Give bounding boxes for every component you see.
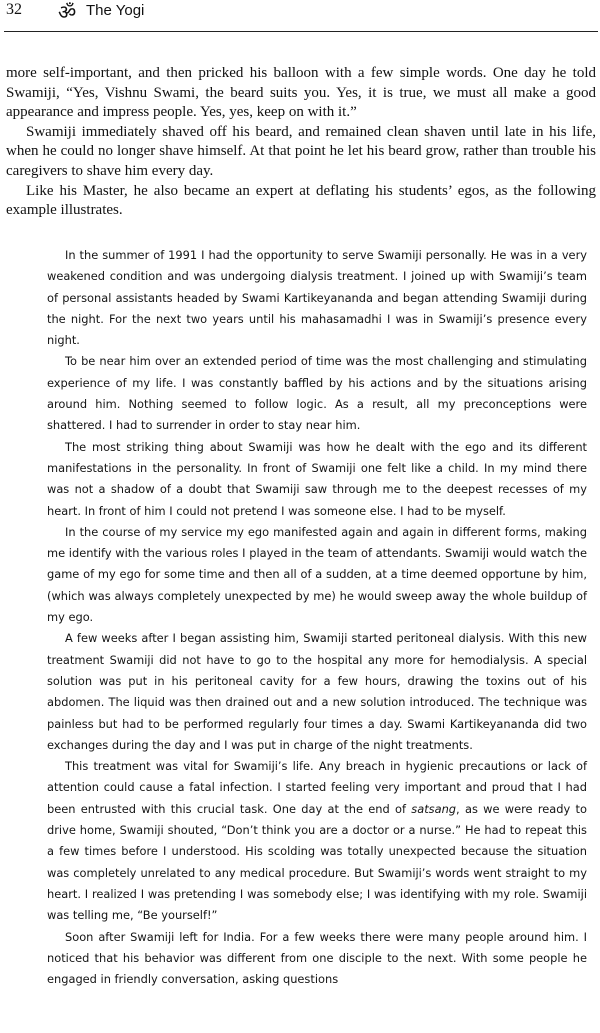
quote-paragraph: A few weeks after I began assisting him, Swamiji started peritoneal dialysis. With this new treatment Swamiji did not have to go to the hospital any more for hemodialysis. A special solution was put in his peritoneal cavity for a few hours, drawing the toxins out of his abdomen. The liquid was then drained out and a new solution introduced. The technique was painless but had to be performed regularly four times a day. Swami Kartikeyananda did two exchanges during the day and I was put in charge of the night treatments. [47, 631, 587, 752]
page-number: 32 [6, 1, 22, 18]
running-header [0, 0, 600, 34]
quote-paragraph: In the course of my service my ego manifested again and again in different forms, making me identify with the various roles I played in the team of attendants. Swamiji would watch the game of my ego for some time and then all of a sudden, at a time deemed opportune by him, (which was always completely unexpected by me) he would sweep away the whole buildup of my ego. [47, 524, 587, 625]
satsang-term: satsang [411, 801, 457, 816]
om-icon: ॐ [58, 0, 77, 24]
quote-paragraph: Soon after Swamiji left for India. For a few weeks there were many people around him. I noticed that his behavior was different from one disciple to the next. With some people he engaged in friendly conversation, asking questions [47, 929, 587, 987]
quote-text: This treatment was vital for Swamiji’s life. Any breach in hygienic precautions or lack of attention could cause a fatal infection. I started feeling very important and proud that I had been entrusted with this crucial task. One day at the end of [47, 759, 587, 816]
quote-paragraph: In the summer of 1991 I had the opportunity to serve Swamiji personally. He was in a very weakened condition and was undergoing dialysis treatment. I joined up with Swamiji’s team of personal assistants headed by Swami Kartikeyananda and began attending Swamiji during the night. For the next two years until his mahasamadhi I was in Swamiji’s presence every night. [47, 248, 587, 348]
quote-paragraph: To be near him over an extended period of time was the most challenging and stimulating experience of my life. I was constantly baffled by his actions and by the situations arising around him. Nothing seemed to follow logic. As a result, all my preconceptions were shattered. I had to surrender in order to stay near him. [47, 354, 587, 433]
block-quote [47, 245, 587, 990]
quote-text: , as we were ready to drive home, Swamiji shouted, “Don’t think you are a doctor or a nurse.” He had to repeat this a few times before I understood. His scolding was totally unexpected because the situation was completely unrelated to any medical procedure. But Swamiji’s words went straight to my heart. I realized I was pretending I was somebody else; I was identifying with my role. Swamiji was telling me, “Be yourself!” [47, 801, 587, 923]
body-text [6, 64, 596, 221]
body-paragraph: more self-important, and then pricked his balloon with a few simple words. One day he told Swamiji, “Yes, Vishnu Swami, the beard suits you. Yes, it is true, we must all make a good appearance and impress people. Yes, yes, keep on with it.” [6, 65, 596, 121]
quote-paragraph: The most striking thing about Swamiji was how he dealt with the ego and its different manifestations in the personality. In front of Swamiji one felt like a child. In my mind there was not a shadow of a doubt that Swamiji saw through me to the deepest recesses of my heart. In front of him I could not pretend I was someone else. I had to be myself. [47, 439, 587, 518]
body-paragraph: Like his Master, he also became an expert at deflating his students’ egos, as the following example illustrates. [6, 182, 596, 219]
quote-paragraph [47, 756, 587, 926]
running-title: The Yogi [86, 2, 145, 19]
header-rule [4, 31, 598, 32]
body-paragraph: Swamiji immediately shaved off his beard, and remained clean shaven until late in his life, when he could no longer shave himself. At that point he let his beard grow, rather than trouble his caregivers to shave him every day. [6, 123, 596, 179]
